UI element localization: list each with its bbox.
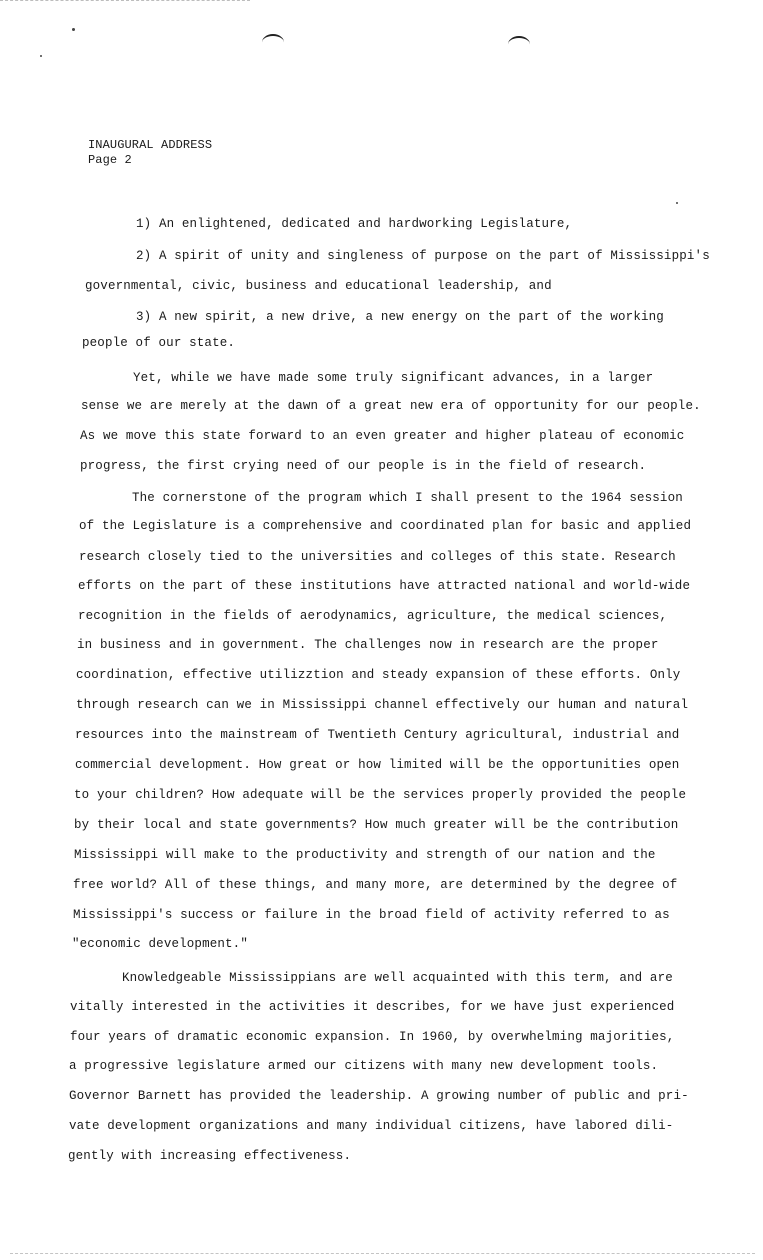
body-line: Mississippi's success or failure in the broad field of activity referred to as bbox=[73, 908, 670, 922]
body-line: efforts on the part of these institutions have attracted national and world-wide bbox=[78, 579, 691, 593]
top-dashed-border bbox=[0, 0, 250, 1]
body-line: gently with increasing effectiveness. bbox=[68, 1149, 352, 1163]
body-line: commercial development. How great or how limited will be the opportunities open bbox=[75, 758, 680, 772]
body-line: sense we are merely at the dawn of a great new era of opportunity for our people. bbox=[81, 399, 701, 413]
body-line: Mississippi will make to the productivity and strength of our nation and the bbox=[74, 848, 656, 862]
body-line: 3) A new spirit, a new drive, a new energy on the part of the working bbox=[136, 310, 664, 324]
body-line: Governor Barnett has provided the leadership. A growing number of public and pri- bbox=[69, 1089, 689, 1103]
body-line: four years of dramatic economic expansion. In 1960, by overwhelming majorities, bbox=[70, 1030, 675, 1044]
body-line: progress, the first crying need of our people is in the field of research. bbox=[80, 459, 647, 473]
body-line: Yet, while we have made some truly significant advances, in a larger bbox=[133, 371, 654, 385]
scan-mark bbox=[508, 36, 530, 46]
body-line: 2) A spirit of unity and singleness of purpose on the part of Mississippi's bbox=[136, 249, 710, 263]
body-line: Knowledgeable Mississippians are well acquainted with this term, and are bbox=[122, 971, 673, 985]
body-line: vitally interested in the activities it describes, for we have just experienced bbox=[70, 1000, 675, 1014]
body-line: "economic development." bbox=[72, 937, 248, 951]
body-line: people of our state. bbox=[82, 336, 236, 350]
scan-speck bbox=[40, 55, 42, 57]
scan-speck bbox=[72, 28, 75, 31]
body-line: to your children? How adequate will be the services properly provided the people bbox=[74, 788, 687, 802]
scan-speck bbox=[676, 202, 678, 204]
body-line: research closely tied to the universities and colleges of this state. Research bbox=[79, 550, 676, 564]
body-line: free world? All of these things, and many more, are determined by the degree of bbox=[73, 878, 678, 892]
body-line: by their local and state governments? How much greater will be the contribution bbox=[74, 818, 679, 832]
body-line: of the Legislature is a comprehensive and coordinated plan for basic and applied bbox=[79, 519, 692, 533]
body-line: recognition in the fields of aerodynamics, agriculture, the medical sciences, bbox=[78, 609, 668, 623]
body-line: 1) An enlightened, dedicated and hardworking Legislature, bbox=[136, 217, 573, 231]
body-line: As we move this state forward to an even greater and higher plateau of economic bbox=[80, 429, 685, 443]
body-line: coordination, effective utilizztion and steady expansion of these efforts. Only bbox=[76, 668, 681, 682]
document-header bbox=[88, 138, 212, 168]
body-line: governmental, civic, business and educational leadership, and bbox=[85, 279, 552, 293]
body-line: resources into the mainstream of Twentieth Century agricultural, industrial and bbox=[75, 728, 680, 742]
bottom-dashed-border bbox=[10, 1253, 755, 1254]
body-line: a progressive legislature armed our citizens with many new development tools. bbox=[69, 1059, 659, 1073]
body-line: in business and in government. The challenges now in research are the proper bbox=[77, 638, 659, 652]
scan-mark bbox=[262, 34, 284, 44]
header-title: INAUGURAL ADDRESS bbox=[88, 138, 213, 152]
body-line: through research can we in Mississippi channel effectively our human and natural bbox=[76, 698, 689, 712]
header-page-number: Page 2 bbox=[88, 153, 132, 167]
body-line: vate development organizations and many individual citizens, have labored dili- bbox=[69, 1119, 674, 1133]
body-line: The cornerstone of the program which I shall present to the 1964 session bbox=[132, 491, 683, 505]
